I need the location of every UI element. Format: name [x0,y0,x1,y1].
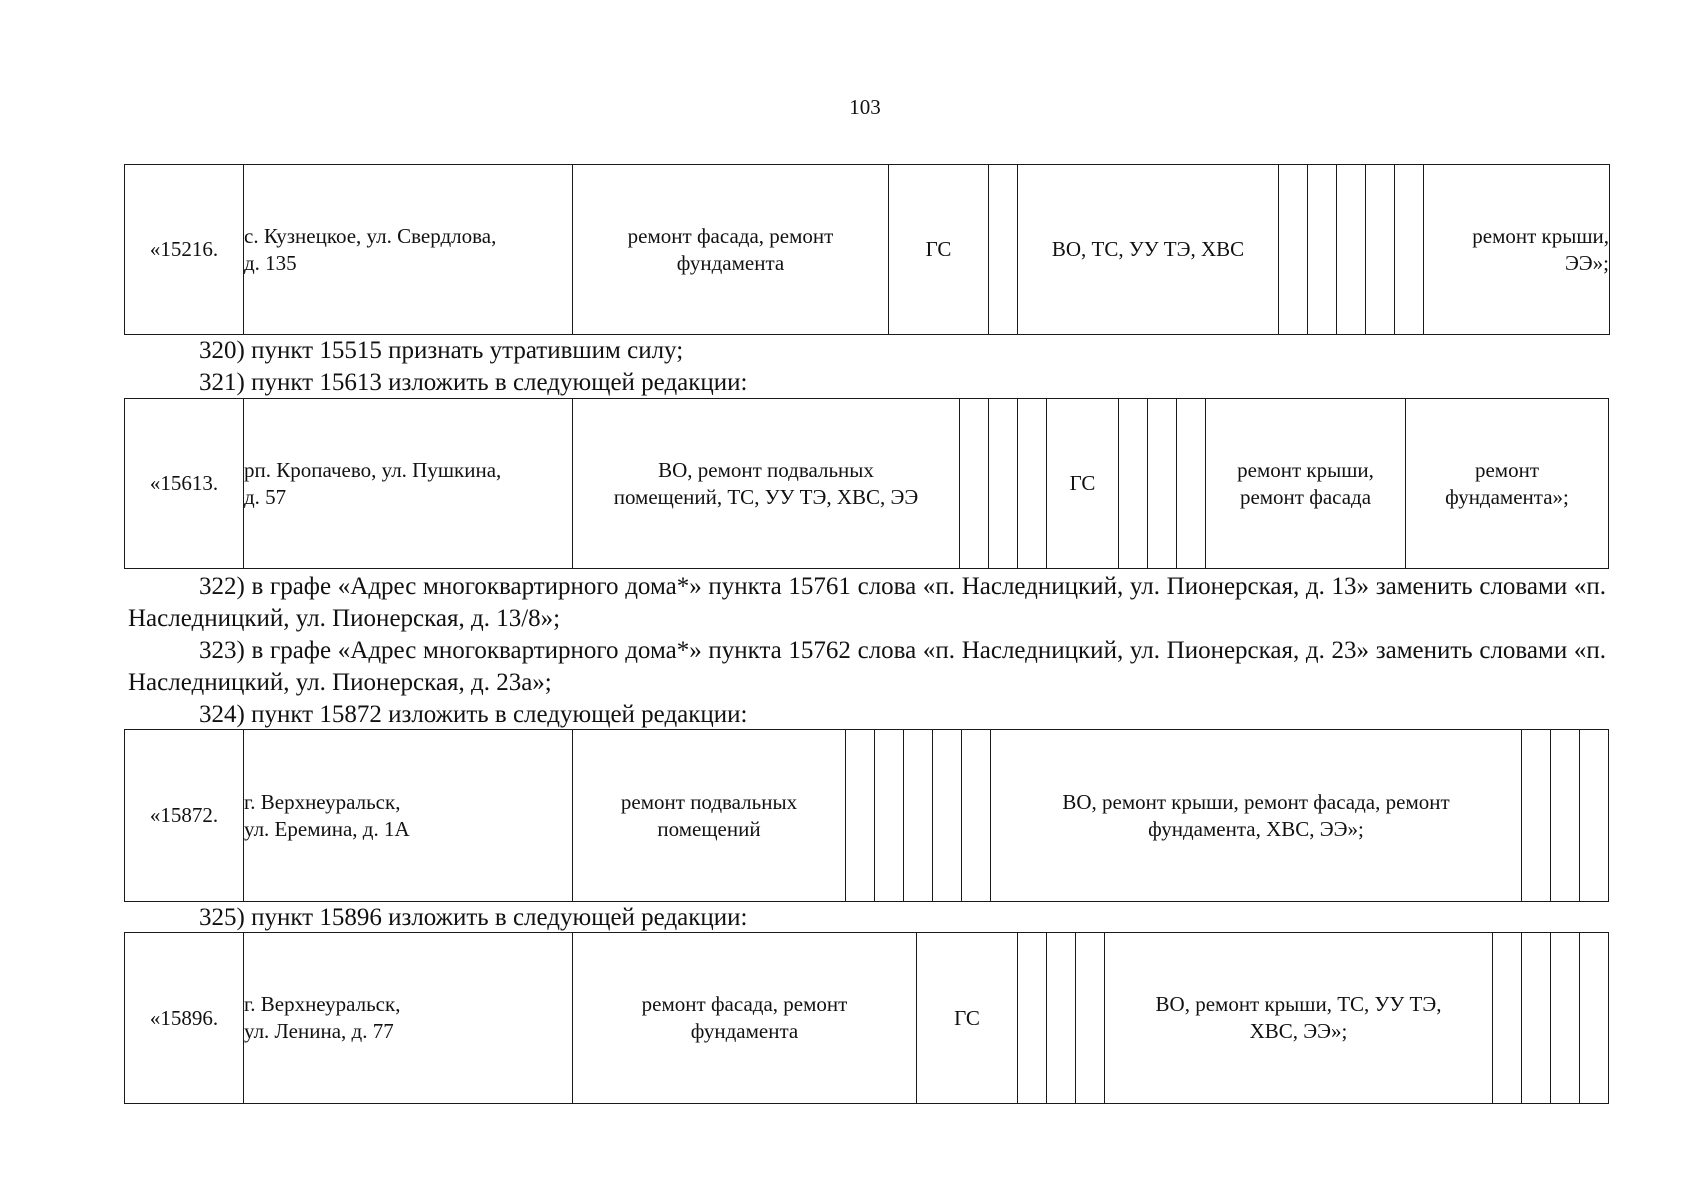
table-row [125,165,1610,335]
table-item-15872 [124,729,1609,902]
works-cell: ремонт подвальных помещений [573,730,846,902]
empty-cell [989,399,1018,569]
paragraph-321: 321) пункт 15613 изложить в следующей редакции: [199,369,748,396]
empty-cell [904,730,933,902]
address-cell: г. Верхнеуральск, ул. Ленина, д. 77 [244,933,573,1104]
empty-cell [1279,165,1308,335]
works-cell: ремонт фасада, ремонт фундамента [573,165,889,335]
empty-cell [1177,399,1206,569]
empty-cell [1047,933,1076,1104]
empty-cell [1551,730,1580,902]
empty-cell [960,399,989,569]
item-number-cell: «15896. [125,933,244,1104]
item-number-cell: «15872. [125,730,244,902]
paragraph-323: 323) в графе «Адрес многоквартирного дома*» пункта 15762 слова «п. Наследницкий, ул. Пионерская, д. 23» заменить словами «п. Наследницкий, ул. Пионерская, д. 23а»; [128,637,1606,696]
empty-cell [1076,933,1105,1104]
table-row [125,399,1609,569]
gs-cell: ГС [889,165,989,335]
address-cell: г. Верхнеуральск, ул. Еремина, д. 1А [244,730,573,902]
empty-cell [1337,165,1366,335]
empty-cell [1018,933,1047,1104]
paragraph-324: 324) пункт 15872 изложить в следующей редакции: [199,701,748,728]
empty-cell [1395,165,1424,335]
item-number-cell: «15613. [125,399,244,569]
item-number-cell: «15216. [125,165,244,335]
empty-cell [1580,730,1609,902]
empty-cell [846,730,875,902]
systems-cell: ВО, ТС, УУ ТЭ, ХВС [1018,165,1279,335]
last-works-cell: ремонт фундамента»; [1406,399,1609,569]
table-row [125,933,1609,1104]
table-item-15216 [124,164,1610,335]
address-cell: рп. Кропачево, ул. Пушкина, д. 57 [244,399,573,569]
empty-cell [875,730,904,902]
empty-cell [1366,165,1395,335]
paragraph-322: 322) в графе «Адрес многоквартирного дома*» пункта 15761 слова «п. Наследницкий, ул. Пионерская, д. 13» заменить словами «п. Наследницкий, ул. Пионерская, д. 13/8»; [128,573,1606,632]
empty-cell [1018,399,1047,569]
empty-cell [1308,165,1337,335]
empty-cell [1148,399,1177,569]
last-works-cell: ремонт крыши, ЭЭ»; [1424,165,1610,335]
page-number: 103 [849,95,881,119]
empty-cell [1522,933,1551,1104]
systems-cell: ВО, ремонт крыши, ТС, УУ ТЭ, ХВС, ЭЭ»; [1105,933,1493,1104]
empty-cell [1580,933,1609,1104]
empty-cell [1522,730,1551,902]
table-row [125,730,1609,902]
empty-cell [933,730,962,902]
table-item-15613 [124,398,1609,569]
empty-cell [1119,399,1148,569]
empty-cell [1493,933,1522,1104]
works-cell: ВО, ремонт подвальных помещений, ТС, УУ ТЭ, ХВС, ЭЭ [573,399,960,569]
empty-cell [1551,933,1580,1104]
gs-cell: ГС [1047,399,1119,569]
repair-cell: ремонт крыши, ремонт фасада [1206,399,1406,569]
table-item-15896 [124,932,1609,1104]
empty-cell [989,165,1018,335]
paragraph-325: 325) пункт 15896 изложить в следующей редакции: [199,904,748,931]
gs-cell: ГС [917,933,1018,1104]
empty-cell [962,730,991,902]
works-cell: ремонт фасада, ремонт фундамента [573,933,917,1104]
systems-cell: ВО, ремонт крыши, ремонт фасада, ремонт фундамента, ХВС, ЭЭ»; [991,730,1522,902]
paragraph-320: 320) пункт 15515 признать утратившим силу; [199,337,684,364]
address-cell: с. Кузнецкое, ул. Свердлова, д. 135 [244,165,573,335]
